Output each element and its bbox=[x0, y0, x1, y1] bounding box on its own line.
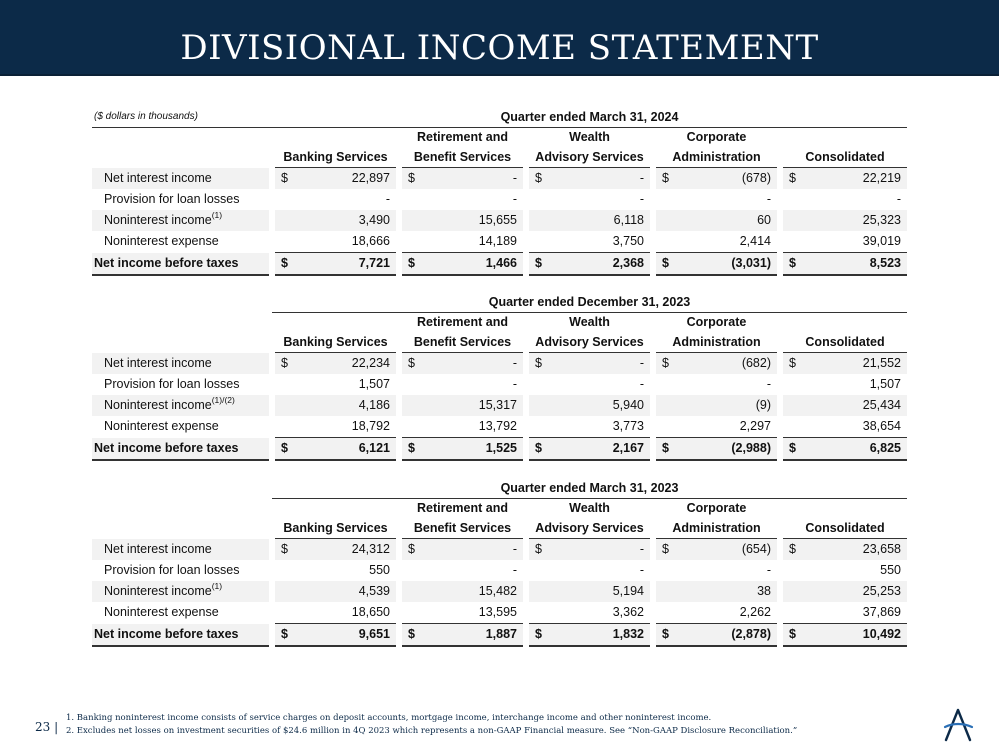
table-cell bbox=[653, 602, 780, 624]
currency-symbol: $ bbox=[789, 441, 796, 455]
cell-value: 25,323 bbox=[862, 213, 901, 227]
currency-symbol: $ bbox=[662, 441, 669, 455]
column-header-line2: Consolidated bbox=[805, 521, 885, 535]
cell-value: (682) bbox=[741, 356, 771, 370]
currency-symbol: $ bbox=[281, 441, 288, 455]
row-label bbox=[92, 624, 272, 647]
row-label bbox=[92, 353, 272, 375]
table-cell bbox=[272, 353, 399, 375]
currency-symbol: $ bbox=[281, 171, 288, 185]
footnote-ref: (1) bbox=[211, 580, 223, 591]
cell-value: 13,595 bbox=[478, 605, 517, 619]
column-header-line1: Wealth bbox=[569, 315, 610, 329]
quarter-header bbox=[92, 109, 907, 127]
cell-value: - bbox=[639, 542, 644, 556]
column-header-line2: Banking Services bbox=[283, 150, 388, 164]
cell-value: (2,878) bbox=[731, 627, 771, 641]
cell-value: 2,368 bbox=[612, 256, 644, 270]
header-bar bbox=[0, 0, 999, 76]
cell-value: 3,490 bbox=[358, 213, 390, 227]
table-cell bbox=[780, 168, 907, 190]
cell-value: 18,792 bbox=[351, 419, 390, 433]
cell-value: 1,507 bbox=[869, 377, 901, 391]
table-cell bbox=[272, 438, 399, 461]
cell-value: - bbox=[896, 192, 901, 206]
row-label bbox=[92, 416, 272, 438]
cell-value: - bbox=[766, 377, 771, 391]
table-cell bbox=[272, 602, 399, 624]
cell-value: 21,552 bbox=[862, 356, 901, 370]
footnotes bbox=[66, 712, 797, 738]
column-header-line2: Consolidated bbox=[805, 150, 885, 164]
table-cell bbox=[526, 624, 653, 647]
cell-value: 1,832 bbox=[612, 627, 644, 641]
table-cell bbox=[653, 253, 780, 276]
cell-value: - bbox=[512, 356, 517, 370]
income-table bbox=[92, 127, 907, 276]
cell-value: 9,651 bbox=[358, 627, 390, 641]
table-cell bbox=[780, 189, 907, 210]
currency-symbol: $ bbox=[535, 441, 542, 455]
currency-symbol: $ bbox=[408, 171, 415, 185]
cell-value: 10,492 bbox=[862, 627, 901, 641]
table-cell bbox=[399, 168, 526, 190]
cell-value: 25,434 bbox=[862, 398, 901, 412]
table-cell bbox=[653, 539, 780, 561]
cell-value: 39,019 bbox=[862, 234, 901, 248]
table-cell bbox=[526, 416, 653, 438]
column-header-line2: Benefit Services bbox=[413, 335, 512, 349]
cell-value: 6,121 bbox=[358, 441, 390, 455]
cell-value: - bbox=[385, 192, 390, 206]
row-label bbox=[92, 168, 272, 190]
currency-symbol: $ bbox=[535, 171, 542, 185]
table-cell bbox=[780, 602, 907, 624]
cell-value: 5,940 bbox=[612, 398, 644, 412]
table-cell bbox=[780, 231, 907, 253]
quarter-title: Quarter ended March 31, 2023 bbox=[500, 481, 679, 495]
table-cell bbox=[272, 168, 399, 190]
cell-value: 550 bbox=[369, 563, 390, 577]
column-header-line2: Banking Services bbox=[283, 521, 388, 535]
cell-value: 13,792 bbox=[478, 419, 517, 433]
table-cell bbox=[399, 253, 526, 276]
column-header-row bbox=[92, 127, 907, 168]
column-header-line2: Advisory Services bbox=[535, 150, 644, 164]
column-header-line2: Administration bbox=[672, 150, 761, 164]
row-label bbox=[92, 189, 272, 210]
column-header bbox=[399, 498, 526, 539]
total-row bbox=[92, 438, 907, 461]
table-row bbox=[92, 416, 907, 438]
column-header bbox=[399, 312, 526, 353]
table-cell bbox=[780, 395, 907, 416]
table-cell bbox=[526, 210, 653, 231]
table-cell bbox=[272, 539, 399, 561]
footnote-1: 1. Banking noninterest income consists of service charges on deposit accounts, mortgage income, interchange income and other noninterest income. bbox=[66, 713, 712, 723]
table-row bbox=[92, 602, 907, 624]
quarter-header bbox=[92, 480, 907, 498]
income-table-section bbox=[92, 109, 907, 276]
table-cell bbox=[526, 231, 653, 253]
cell-value: 18,650 bbox=[351, 605, 390, 619]
table-cell bbox=[526, 253, 653, 276]
column-header-line2: Administration bbox=[672, 521, 761, 535]
cell-value: 25,253 bbox=[862, 584, 901, 598]
cell-value: 22,234 bbox=[351, 356, 390, 370]
column-header-line1 bbox=[277, 312, 394, 332]
row-label-text: Noninterest income bbox=[104, 398, 212, 412]
cell-value: 22,219 bbox=[862, 171, 901, 185]
row-label-text: Provision for loan losses bbox=[104, 192, 240, 206]
total-row bbox=[92, 624, 907, 647]
cell-value: 1,887 bbox=[485, 627, 517, 641]
currency-symbol: $ bbox=[789, 542, 796, 556]
column-header bbox=[272, 498, 399, 539]
column-header bbox=[399, 127, 526, 168]
table-cell bbox=[526, 581, 653, 602]
currency-symbol: $ bbox=[281, 542, 288, 556]
row-label-text: Noninterest income bbox=[104, 584, 212, 598]
currency-symbol: $ bbox=[789, 627, 796, 641]
row-label bbox=[92, 539, 272, 561]
column-header-line2: Banking Services bbox=[283, 335, 388, 349]
cell-value: 6,825 bbox=[869, 441, 901, 455]
table-cell bbox=[780, 374, 907, 395]
cell-value: - bbox=[512, 171, 517, 185]
cell-value: 37,869 bbox=[862, 605, 901, 619]
table-cell bbox=[399, 602, 526, 624]
table-cell bbox=[526, 168, 653, 190]
column-header bbox=[653, 498, 780, 539]
column-header bbox=[780, 498, 907, 539]
cell-value: (654) bbox=[741, 542, 771, 556]
currency-symbol: $ bbox=[789, 171, 796, 185]
row-label-text: Noninterest income bbox=[104, 213, 212, 227]
row-label-text: Provision for loan losses bbox=[104, 377, 240, 391]
table-cell bbox=[272, 560, 399, 581]
table-cell bbox=[272, 189, 399, 210]
cell-value: 38 bbox=[757, 584, 771, 598]
cell-value: 15,482 bbox=[478, 584, 517, 598]
cell-value: 1,507 bbox=[358, 377, 390, 391]
table-cell bbox=[399, 374, 526, 395]
cell-value: 6,118 bbox=[613, 213, 644, 227]
cell-value: 60 bbox=[757, 213, 771, 227]
column-header-line1 bbox=[785, 498, 905, 518]
row-label-text: Net interest income bbox=[104, 170, 212, 185]
table-cell bbox=[780, 438, 907, 461]
table-row bbox=[92, 210, 907, 231]
table-cell bbox=[653, 581, 780, 602]
table-row bbox=[92, 539, 907, 561]
table-cell bbox=[272, 624, 399, 647]
column-header bbox=[653, 127, 780, 168]
table-cell bbox=[653, 168, 780, 190]
cell-value: (678) bbox=[741, 171, 771, 185]
row-label bbox=[92, 560, 272, 581]
income-table bbox=[92, 498, 907, 647]
page-title: DIVISIONAL INCOME STATEMENT bbox=[180, 28, 819, 68]
column-header bbox=[272, 127, 399, 168]
cell-value: 22,897 bbox=[351, 171, 390, 185]
cell-value: 1,525 bbox=[485, 441, 517, 455]
table-cell bbox=[653, 231, 780, 253]
column-header-line2: Advisory Services bbox=[535, 335, 644, 349]
row-label bbox=[92, 581, 272, 602]
footnote-2: 2. Excludes net losses on investment securities of $24.6 million in 4Q 2023 which represents a non-GAAP Financial measure. See “Non-GAAP Disclosure Reconciliation.” bbox=[66, 726, 798, 736]
column-header-row bbox=[92, 498, 907, 539]
footer bbox=[0, 708, 999, 748]
currency-symbol: $ bbox=[281, 256, 288, 270]
cell-value: 2,262 bbox=[739, 605, 771, 619]
cell-value: 3,362 bbox=[612, 605, 644, 619]
table-cell bbox=[399, 210, 526, 231]
table-cell bbox=[526, 560, 653, 581]
table-cell bbox=[399, 231, 526, 253]
table-cell bbox=[399, 581, 526, 602]
quarter-title: Quarter ended December 31, 2023 bbox=[488, 295, 691, 309]
column-header-line2: Administration bbox=[672, 335, 761, 349]
cell-value: - bbox=[639, 377, 644, 391]
table-cell bbox=[780, 210, 907, 231]
row-label-text: Net interest income bbox=[104, 541, 212, 556]
cell-value: (9) bbox=[755, 398, 771, 412]
footnote-ref: (1) bbox=[211, 209, 223, 220]
cell-value: 15,655 bbox=[478, 213, 517, 227]
currency-symbol: $ bbox=[408, 627, 415, 641]
row-label-text: Net income before taxes bbox=[94, 440, 239, 455]
currency-symbol: $ bbox=[408, 256, 415, 270]
table-cell bbox=[399, 395, 526, 416]
table-cell bbox=[653, 416, 780, 438]
page-number: 23 | bbox=[35, 720, 59, 734]
table-cell bbox=[780, 624, 907, 647]
currency-symbol: $ bbox=[662, 171, 669, 185]
column-header bbox=[526, 127, 653, 168]
cell-value: 8,523 bbox=[869, 256, 901, 270]
table-row bbox=[92, 189, 907, 210]
cell-value: 550 bbox=[880, 563, 901, 577]
table-cell bbox=[653, 210, 780, 231]
cell-value: - bbox=[766, 563, 771, 577]
cell-value: 4,186 bbox=[358, 398, 390, 412]
table-cell bbox=[272, 395, 399, 416]
table-cell bbox=[780, 353, 907, 375]
column-header-line2: Benefit Services bbox=[413, 521, 512, 535]
cell-value: - bbox=[639, 563, 644, 577]
column-header bbox=[526, 312, 653, 353]
column-header-line1 bbox=[785, 127, 905, 147]
table-row bbox=[92, 395, 907, 416]
cell-value: 15,317 bbox=[478, 398, 517, 412]
cell-value: - bbox=[512, 542, 517, 556]
cell-value: 14,189 bbox=[478, 234, 517, 248]
cell-value: 2,167 bbox=[612, 441, 644, 455]
column-header-line1: Retirement and bbox=[417, 315, 508, 329]
cell-value: 3,750 bbox=[612, 234, 644, 248]
row-label-text: Net income before taxes bbox=[94, 255, 239, 270]
currency-symbol: $ bbox=[535, 542, 542, 556]
table-cell bbox=[653, 374, 780, 395]
currency-symbol: $ bbox=[408, 542, 415, 556]
company-logo-icon bbox=[941, 708, 975, 742]
column-header-line1 bbox=[277, 498, 394, 518]
cell-value: 23,658 bbox=[862, 542, 901, 556]
table-cell bbox=[653, 624, 780, 647]
table-cell bbox=[526, 395, 653, 416]
column-header-line1: Wealth bbox=[569, 501, 610, 515]
column-header bbox=[526, 498, 653, 539]
column-header-line1 bbox=[785, 312, 905, 332]
table-cell bbox=[399, 189, 526, 210]
currency-symbol: $ bbox=[408, 356, 415, 370]
table-cell bbox=[526, 539, 653, 561]
cell-value: - bbox=[639, 171, 644, 185]
cell-value: (3,031) bbox=[731, 256, 771, 270]
cell-value: 4,539 bbox=[358, 584, 390, 598]
table-cell bbox=[780, 539, 907, 561]
cell-value: 2,414 bbox=[739, 234, 771, 248]
column-header-line2: Benefit Services bbox=[413, 150, 512, 164]
table-cell bbox=[653, 189, 780, 210]
table-row bbox=[92, 231, 907, 253]
table-row bbox=[92, 581, 907, 602]
table-cell bbox=[272, 231, 399, 253]
table-cell bbox=[399, 438, 526, 461]
table-cell bbox=[272, 253, 399, 276]
row-label-text: Net interest income bbox=[104, 355, 212, 370]
cell-value: 1,466 bbox=[485, 256, 517, 270]
currency-symbol: $ bbox=[281, 627, 288, 641]
cell-value: - bbox=[512, 192, 517, 206]
table-cell bbox=[780, 416, 907, 438]
cell-value: (2,988) bbox=[731, 441, 771, 455]
cell-value: 18,666 bbox=[351, 234, 390, 248]
table-cell bbox=[653, 353, 780, 375]
row-label-text: Noninterest expense bbox=[104, 605, 219, 620]
column-header-line2: Advisory Services bbox=[535, 521, 644, 535]
table-cell bbox=[399, 539, 526, 561]
row-label bbox=[92, 395, 272, 416]
table-cell bbox=[653, 560, 780, 581]
currency-symbol: $ bbox=[535, 627, 542, 641]
column-header bbox=[653, 312, 780, 353]
table-cell bbox=[272, 210, 399, 231]
table-cell bbox=[780, 560, 907, 581]
currency-symbol: $ bbox=[662, 542, 669, 556]
cell-value: - bbox=[512, 563, 517, 577]
table-cell bbox=[526, 374, 653, 395]
footnote-ref: (1)/(2) bbox=[211, 394, 235, 405]
cell-value: - bbox=[512, 377, 517, 391]
currency-symbol: $ bbox=[789, 256, 796, 270]
cell-value: 24,312 bbox=[351, 542, 390, 556]
table-cell bbox=[272, 374, 399, 395]
units-note: ($ dollars in thousands) bbox=[94, 111, 198, 122]
column-header-line1: Wealth bbox=[569, 130, 610, 144]
currency-symbol: $ bbox=[535, 356, 542, 370]
table-cell bbox=[399, 353, 526, 375]
currency-symbol: $ bbox=[408, 441, 415, 455]
column-header bbox=[272, 312, 399, 353]
table-cell bbox=[526, 438, 653, 461]
cell-value: 7,721 bbox=[358, 256, 390, 270]
column-header-line2: Consolidated bbox=[805, 335, 885, 349]
row-label bbox=[92, 210, 272, 231]
table-cell bbox=[526, 353, 653, 375]
row-label-text: Noninterest expense bbox=[104, 234, 219, 249]
currency-symbol: $ bbox=[281, 356, 288, 370]
income-table-section bbox=[92, 294, 907, 461]
quarter-header bbox=[92, 294, 907, 312]
table-row bbox=[92, 560, 907, 581]
currency-symbol: $ bbox=[662, 356, 669, 370]
total-row bbox=[92, 253, 907, 276]
cell-value: - bbox=[766, 192, 771, 206]
cell-value: - bbox=[639, 192, 644, 206]
cell-value: 5,194 bbox=[612, 584, 644, 598]
table-cell bbox=[399, 560, 526, 581]
currency-symbol: $ bbox=[535, 256, 542, 270]
row-label-text: Provision for loan losses bbox=[104, 563, 240, 577]
income-table bbox=[92, 312, 907, 461]
column-header-line1: Corporate bbox=[686, 501, 747, 515]
table-cell bbox=[526, 189, 653, 210]
cell-value: 2,297 bbox=[739, 419, 771, 433]
row-label bbox=[92, 602, 272, 624]
table-cell bbox=[272, 581, 399, 602]
column-header-line1: Retirement and bbox=[417, 501, 508, 515]
column-header bbox=[780, 127, 907, 168]
table-row bbox=[92, 168, 907, 190]
currency-symbol: $ bbox=[662, 256, 669, 270]
column-header-row bbox=[92, 312, 907, 353]
column-header-line1 bbox=[277, 127, 394, 147]
table-cell bbox=[399, 416, 526, 438]
table-cell bbox=[653, 438, 780, 461]
row-label bbox=[92, 253, 272, 276]
table-cell bbox=[780, 581, 907, 602]
cell-value: 3,773 bbox=[612, 419, 644, 433]
table-cell bbox=[526, 602, 653, 624]
table-cell bbox=[780, 253, 907, 276]
income-table-section bbox=[92, 480, 907, 647]
table-row bbox=[92, 353, 907, 375]
table-row bbox=[92, 374, 907, 395]
cell-value: - bbox=[639, 356, 644, 370]
table-cell bbox=[272, 416, 399, 438]
column-header-line1: Corporate bbox=[686, 315, 747, 329]
row-label-text: Noninterest expense bbox=[104, 419, 219, 434]
quarter-title: Quarter ended March 31, 2024 bbox=[500, 110, 679, 124]
column-header-line1: Corporate bbox=[686, 130, 747, 144]
row-label bbox=[92, 374, 272, 395]
column-header-line1: Retirement and bbox=[417, 130, 508, 144]
row-label bbox=[92, 438, 272, 461]
column-header bbox=[780, 312, 907, 353]
table-cell bbox=[653, 395, 780, 416]
table-cell bbox=[399, 624, 526, 647]
row-label-text: Net income before taxes bbox=[94, 626, 239, 641]
currency-symbol: $ bbox=[662, 627, 669, 641]
cell-value: 38,654 bbox=[862, 419, 901, 433]
row-label bbox=[92, 231, 272, 253]
currency-symbol: $ bbox=[789, 356, 796, 370]
